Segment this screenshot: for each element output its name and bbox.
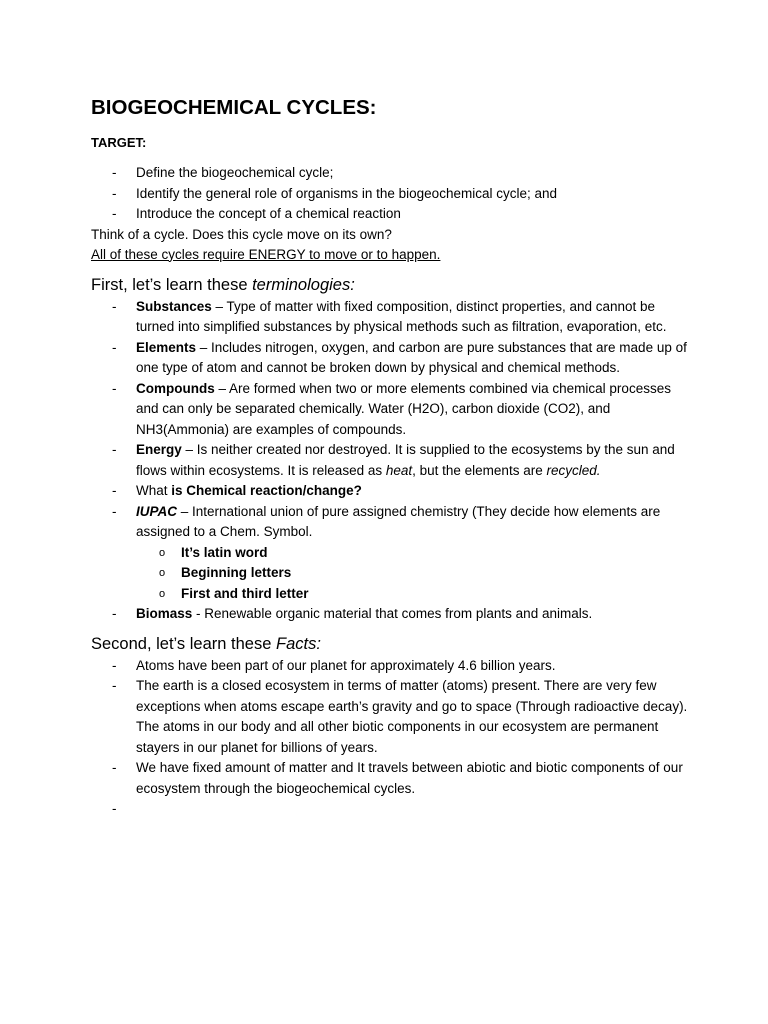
sub-list-item [91, 584, 691, 605]
dash-bullet: - [112, 206, 117, 221]
term-name: Energy [136, 442, 182, 457]
term-emphasis: heat [385, 462, 413, 478]
dash-bullet: - [112, 165, 117, 180]
dash-bullet: - [112, 298, 117, 314]
fact-text: Atoms have been part of our planet for approximately 4.6 billion years. [136, 657, 556, 673]
target-list [91, 163, 691, 225]
target-text: Identify the general role of organisms in the biogeochemical cycle; and [136, 185, 557, 201]
dash-bullet: - [112, 801, 117, 816]
term-name: is Chemical reaction/change? [171, 483, 362, 498]
list-item [91, 338, 691, 379]
dash-bullet: - [112, 678, 117, 693]
term-name: Substances [136, 298, 212, 314]
term-definition: - Renewable organic material that comes from plants and animals. [192, 606, 593, 621]
list-item [91, 481, 691, 502]
term-definition: – Is neither created nor destroyed. It is supplied to the ecosystems by the sun and flows within ecosystems. It is released as [136, 442, 675, 478]
sub-item-text: First and third letter [181, 585, 309, 601]
list-item [91, 440, 691, 481]
dash-bullet: - [112, 503, 117, 519]
sub-list-item [91, 543, 691, 564]
fact-text: We have fixed amount of matter and It travels between abiotic and biotic components of our ecosystem through the biogeochemical cycles. [136, 760, 683, 796]
term-prefix: What [136, 483, 172, 498]
list-item [91, 656, 691, 677]
terms-list [91, 297, 691, 625]
term-name: Biomass [136, 606, 193, 621]
list-item [91, 676, 691, 758]
question-text: Think of a cycle. Does this cycle move on its own? [91, 226, 392, 242]
heading-prefix: First, let’s learn these [91, 275, 253, 294]
list-item [91, 163, 691, 184]
target-label: TARGET: [91, 135, 147, 150]
circle-bullet-icon: o [159, 567, 166, 579]
list-item [91, 184, 691, 205]
facts-list [91, 656, 691, 820]
term-definition: , but the elements are [412, 462, 547, 478]
term-name: IUPAC [136, 503, 178, 519]
dash-bullet: - [112, 442, 117, 457]
section-heading-facts [91, 632, 691, 656]
dash-bullet: - [112, 657, 117, 673]
heading-emphasis: Facts: [275, 634, 321, 653]
document-content [91, 94, 691, 820]
list-item [91, 758, 691, 799]
list-item [91, 502, 691, 605]
term-definition: – Includes nitrogen, oxygen, and carbon are pure substances that are made up of one type of atom and cannot be broken down by physical and chemical methods. [136, 339, 687, 375]
dash-bullet: - [112, 185, 117, 201]
target-text: Define the biogeochemical cycle; [136, 165, 334, 180]
term-name: Compounds [136, 380, 215, 396]
energy-note: All of these cycles require ENERGY to move or to happen. [91, 246, 441, 262]
section-heading-terminologies [91, 273, 691, 297]
sub-item-text: Beginning letters [181, 565, 292, 580]
list-item [91, 379, 691, 441]
sub-list-item [91, 563, 691, 584]
fact-text: The earth is a closed ecosystem in terms of matter (atoms) present. There are very few exceptions when atoms escape earth’s gravity and go to space (Through radioactive decay). The atoms in our body and all other biotic components in our ecosystem are permanent stayers in our planet for billions of years. [136, 678, 688, 755]
term-definition: – Type of matter with fixed composition, distinct properties, and cannot be turned into simplified substances by physical methods such as filtration, evaporation, etc. [136, 298, 667, 334]
term-definition: – Are formed when two or more elements combined via chemical processes and can only be separated chemically. Water (H2O), carbon dioxide (CO2), and NH3(Ammonia) are examples of compounds. [136, 380, 671, 437]
sub-item-text: It’s latin word [181, 544, 268, 560]
dash-bullet: - [112, 380, 117, 396]
dash-bullet: - [112, 483, 117, 498]
page-title: BIOGEOCHEMICAL CYCLES: [91, 96, 377, 119]
term-definition: – International union of pure assigned chemistry (They decide how elements are assigned to a Chem. Symbol. [136, 503, 661, 539]
list-item [91, 297, 691, 338]
list-item [91, 204, 691, 225]
heading-prefix: Second, let’s learn these [91, 634, 276, 653]
heading-emphasis: terminologies: [252, 275, 355, 294]
term-name: Elements [136, 339, 197, 355]
iupac-sublist [136, 543, 691, 605]
dash-bullet: - [112, 339, 117, 355]
term-emphasis: recycled. [546, 462, 601, 478]
list-item [91, 604, 691, 625]
dash-bullet: - [112, 606, 117, 621]
circle-bullet-icon: o [159, 546, 166, 559]
list-item [91, 799, 691, 820]
dash-bullet: - [112, 760, 117, 775]
target-text: Introduce the concept of a chemical reaction [136, 206, 401, 221]
circle-bullet-icon: o [159, 587, 166, 600]
